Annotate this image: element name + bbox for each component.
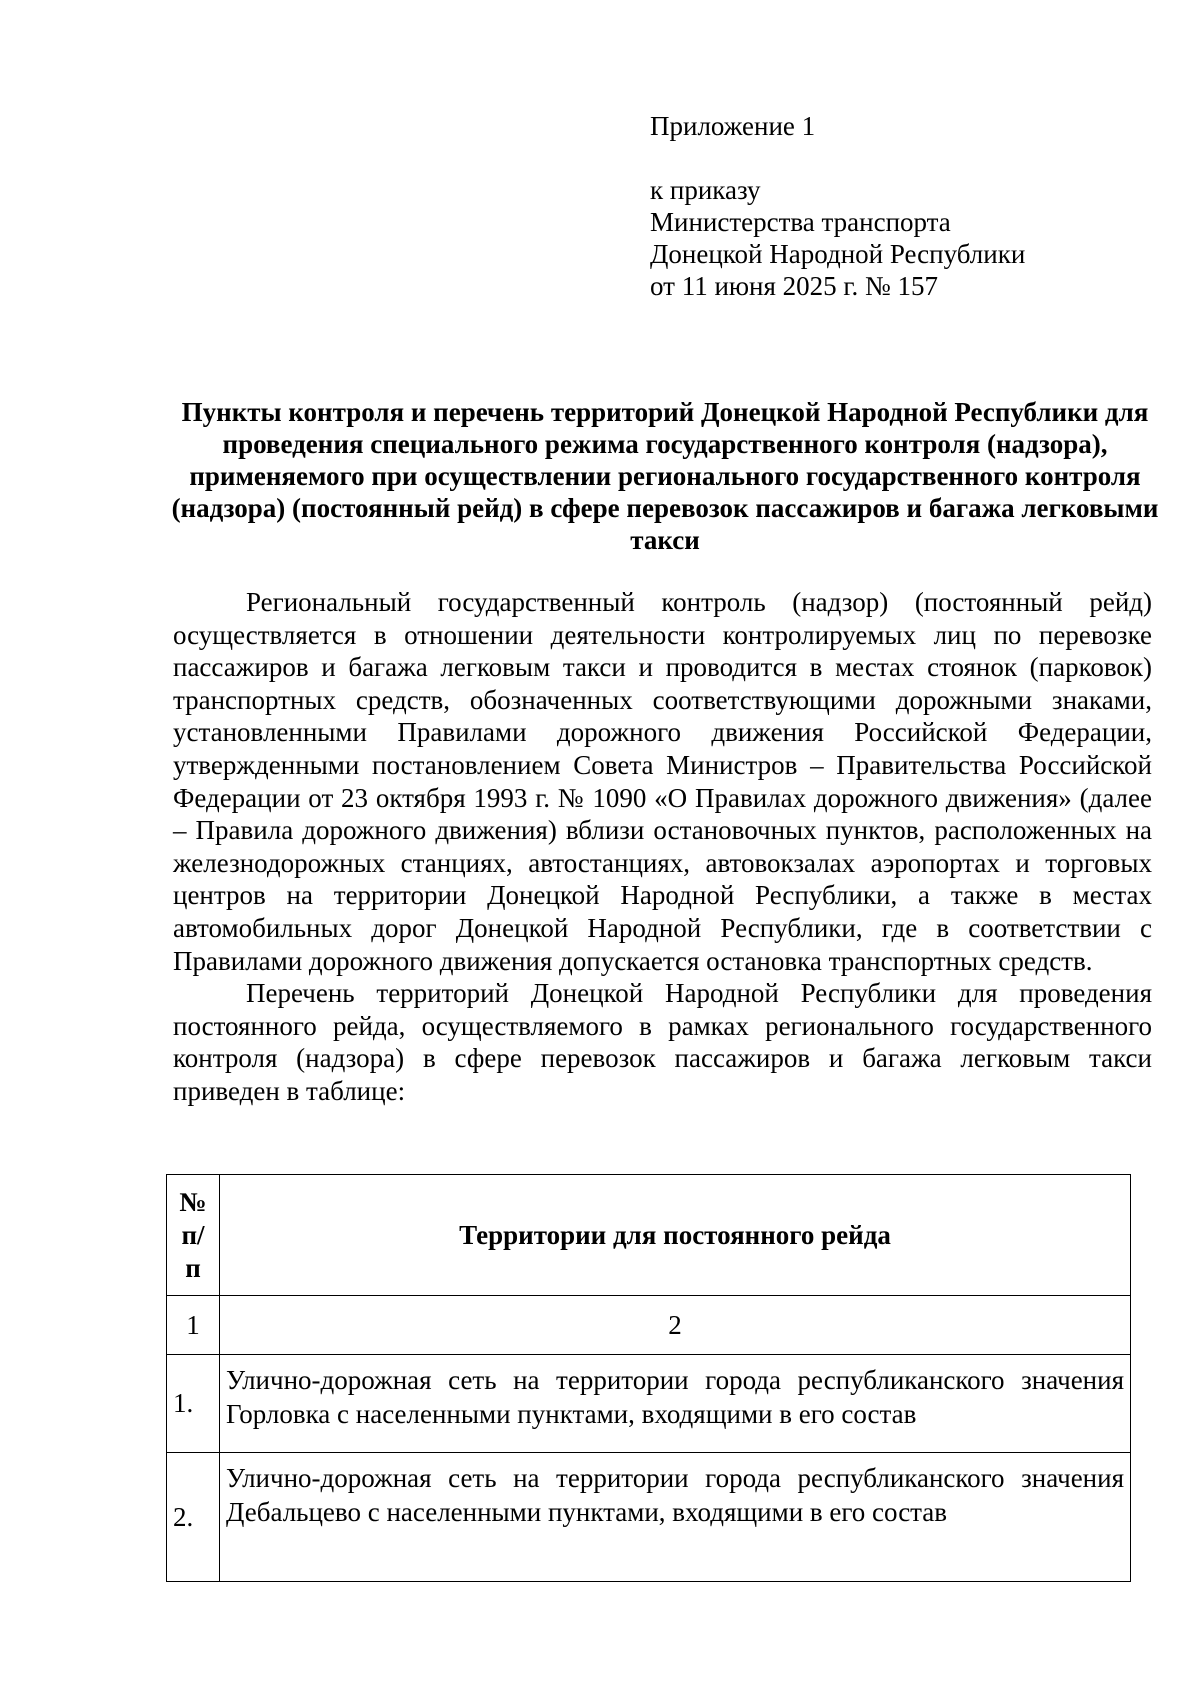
table-header-row	[167, 1175, 1131, 1296]
row-number-cell: 2.	[167, 1453, 220, 1582]
appendix-date-number: от 11 июня 2025 г. № 157	[650, 271, 938, 301]
header-number-line: п	[185, 1252, 201, 1283]
appendix-number: Приложение 1	[650, 111, 816, 141]
row-territory-cell: Улично-дорожная сеть на территории города республиканского значения Горловка с населенными пунктами, входящими в его состав	[220, 1355, 1131, 1453]
appendix-block	[650, 110, 1150, 302]
appendix-ministry: Министерства транспорта	[650, 207, 951, 237]
appendix-order-ref: к приказу	[650, 175, 761, 205]
header-number-cell	[167, 1175, 220, 1296]
document-title: Пункты контроля и перечень территорий Донецкой Народной Республики для проведения специального режима государственного контроля (надзора), применяемого при осуществлении регионального государственного контроля (надзора) (постоянный рейд) в сфере перевозок пассажиров и багажа легковыми такси	[171, 397, 1159, 555]
header-number-line: №	[179, 1186, 207, 1217]
row-territory-cell: Улично-дорожная сеть на территории города республиканского значения Дебальцево с населенными пунктами, входящими в его состав	[220, 1453, 1131, 1582]
paragraph-1: Региональный государственный контроль (надзор) (постоянный рейд) осуществляется в отношении деятельности контролируемых лиц по перевозке пассажиров и багажа легковым такси и проводится в местах стоянок (парковок) транспортных средств, обозначенных соответствующими дорожными знаками, установленными Правилами дорожного движения Российской Федерации, утвержденными постановлением Совета Министров – Правительства Российской Федерации от 23 октября 1993 г. № 1090 «О Правилах дорожного движения» (далее – Правила дорожного движения) вблизи остановочных пунктов, расположенных на железнодорожных станциях, автостанциях, автовокзалах аэропортах и торговых центров на территории Донецкой Народной Республики, а также в местах автомобильных дорог Донецкой Народной Республики, где в соответствии с Правилами дорожного движения допускается остановка транспортных средств.	[173, 587, 1152, 976]
table-row	[167, 1453, 1131, 1582]
index-cell-2: 2	[220, 1296, 1131, 1355]
paragraph-2: Перечень территорий Донецкой Народной Республики для проведения постоянного рейда, осуществляемого в рамках регионального государственного контроля (надзора) в сфере перевозок пассажиров и багажа легковым такси приведен в таблице:	[173, 978, 1152, 1106]
appendix-republic: Донецкой Народной Республики	[650, 239, 1026, 269]
index-cell-1: 1	[167, 1296, 220, 1355]
territories-table	[166, 1174, 1131, 1582]
row-number-cell: 1.	[167, 1355, 220, 1453]
appendix-gap	[650, 142, 1150, 174]
header-number-line: п/	[181, 1219, 205, 1250]
header-territory-cell: Территории для постоянного рейда	[220, 1175, 1131, 1296]
table-index-row	[167, 1296, 1131, 1355]
table-row	[167, 1355, 1131, 1453]
body-text	[173, 586, 1152, 1108]
